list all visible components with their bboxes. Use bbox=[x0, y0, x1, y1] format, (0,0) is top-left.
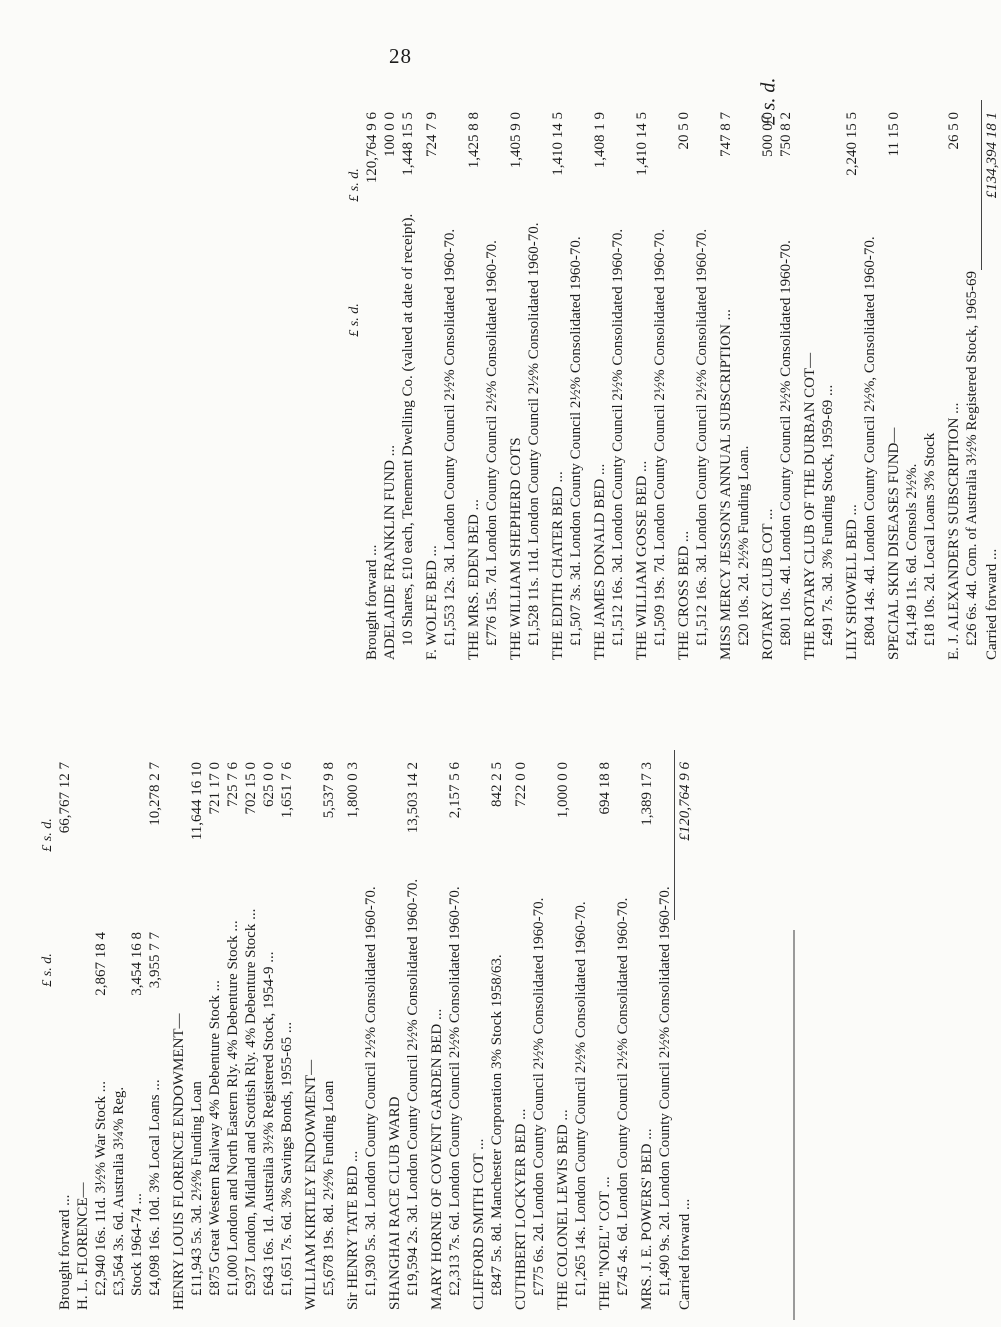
entry-description: £4,098 16s. 10d. 3% Local Loans ... bbox=[146, 1079, 163, 1296]
ledger-row bbox=[488, 750, 506, 1310]
ledger-row bbox=[74, 750, 92, 1310]
entry-description: £1,507 3s. 3d. London County Council 2½% Consolidated 1960-70. bbox=[567, 236, 584, 646]
entry-description: Brought forward ... bbox=[56, 1194, 73, 1310]
entry-description: 10 Shares, £10 each, Tenement Dwelling Co. (valued at date of receipt). bbox=[399, 213, 416, 646]
ledger-row bbox=[843, 100, 861, 660]
page-number: 28 bbox=[389, 44, 412, 68]
ledger-row bbox=[363, 100, 381, 660]
entry-amount-total: 11,644 16 10 bbox=[188, 762, 205, 841]
entry-amount-total: 702 15 0 bbox=[242, 762, 259, 815]
ledger-row bbox=[596, 750, 614, 1310]
entry-amount-total: 1,800 0 3 bbox=[344, 762, 361, 819]
entry-amount-total: 724 7 9 bbox=[423, 112, 440, 157]
entry-description: £801 10s. 4d. London County Council 2½% Consolidated 1960-70. bbox=[777, 240, 794, 646]
entry-description: £775 6s. 2d. London County Council 2½% Consolidated 1960-70. bbox=[530, 897, 547, 1296]
entry-description: THE "NOEL" COT ... bbox=[596, 1176, 613, 1310]
entry-description: MISS MERCY JESSON'S ANNUAL SUBSCRIPTION ... bbox=[717, 309, 734, 660]
entry-description: THE COLONEL LEWIS BED ... bbox=[554, 1109, 571, 1310]
ledger-row bbox=[381, 100, 399, 660]
entry-description: £3,564 3s. 6d. Australia 3¼% Reg. bbox=[110, 1086, 127, 1296]
entry-description: CLIFFORD SMITH COT ... bbox=[470, 1138, 487, 1310]
entry-description: THE MRS. EDEN BED ... bbox=[465, 499, 482, 660]
entry-description: SHANGHAI RACE CLUB WARD bbox=[386, 1096, 403, 1310]
ledger-row bbox=[128, 750, 146, 1310]
ledger-row bbox=[777, 100, 795, 660]
entry-description: £643 16s. 1d. Australia 3½% Registered Stock, 1954-9 ... bbox=[260, 951, 277, 1296]
entry-description: £1,000 London and North Eastern Rly. 4% Debenture Stock ... bbox=[224, 920, 241, 1296]
entry-amount-total: 2,157 5 6 bbox=[446, 762, 463, 819]
entry-amount-total: 1,448 15 5 bbox=[399, 112, 416, 176]
ledger-row bbox=[549, 100, 567, 660]
ledger-row bbox=[638, 750, 656, 1310]
ledger-row bbox=[963, 100, 981, 660]
carried-forward-row bbox=[674, 750, 694, 1310]
entry-description: £937 London, Midland and Scottish Rly. 4% Debenture Stock ... bbox=[242, 908, 259, 1296]
entry-amount-total: 842 2 5 bbox=[488, 762, 505, 807]
entry-amount-total: 1,000 0 0 bbox=[554, 762, 571, 819]
entry-amount-total: 1,405 9 0 bbox=[507, 112, 524, 169]
entry-description: £776 15s. 7d. London County Council 2½% Consolidated 1960-70. bbox=[483, 240, 500, 646]
entry-description: £2,313 7s. 6d. London County Council 2½% Consolidated 1960-70. bbox=[446, 886, 463, 1296]
entry-description: £18 10s. 2d. Local Loans 3% Stock bbox=[921, 432, 938, 646]
entry-description: THE JAMES DONALD BED ... bbox=[591, 463, 608, 660]
entry-description: £20 10s. 2d. 2½% Funding Loan. bbox=[735, 445, 752, 646]
entry-description: CUTHBERT LOCKYER BED ... bbox=[512, 1108, 529, 1310]
ledger-row bbox=[260, 750, 278, 1310]
entry-amount-inner: 3,955 7 7 bbox=[146, 932, 163, 989]
entry-amount-total: £120,764 9 6 bbox=[674, 750, 694, 920]
entry-amount-total: 500 0 0 bbox=[759, 112, 776, 157]
ledger-rows bbox=[56, 750, 694, 1310]
ledger-row bbox=[921, 100, 939, 660]
margin-rule bbox=[793, 930, 795, 1320]
entry-amount-total: 66,767 12 7 bbox=[56, 762, 73, 834]
entry-description: F. WOLFE BED ... bbox=[423, 545, 440, 660]
entry-amount-total: 694 18 8 bbox=[596, 762, 613, 815]
entry-amount-total: 2,240 15 5 bbox=[843, 112, 860, 176]
entry-amount-total: 20 5 0 bbox=[675, 112, 692, 150]
entry-description: £2,940 16s. 11d. 3½% War Stock ... bbox=[92, 1080, 109, 1296]
entry-amount-total: 13,503 14 2 bbox=[404, 762, 421, 834]
currency-header-a: £ s. d. bbox=[39, 953, 55, 987]
entry-description: Sir HENRY TATE BED ... bbox=[344, 1150, 361, 1310]
ledger-row bbox=[512, 750, 530, 1310]
ledger-row bbox=[525, 100, 543, 660]
entry-description: MRS. J. E. POWERS' BED ... bbox=[638, 1128, 655, 1310]
entry-amount-total: 1,410 14 5 bbox=[549, 112, 566, 176]
ledger-row bbox=[188, 750, 206, 1310]
entry-amount-inner: 3,454 16 8 bbox=[128, 932, 145, 996]
entry-description: £1,490 9s. 2d. London County Council 2½% Consolidated 1960-70. bbox=[656, 886, 673, 1296]
ledger-row bbox=[110, 750, 128, 1310]
ledger-row bbox=[554, 750, 572, 1310]
entry-amount-total: 10,278 2 7 bbox=[146, 762, 163, 826]
entry-amount-total: 1,410 14 5 bbox=[633, 112, 650, 176]
entry-description: SPECIAL SKIN DISEASES FUND— bbox=[885, 427, 902, 660]
entry-description: ROTARY CLUB COT ... bbox=[759, 508, 776, 660]
entry-description: £1,930 5s. 3d. London County Council 2½% Consolidated 1960-70. bbox=[362, 886, 379, 1296]
ledger-row bbox=[423, 100, 441, 660]
ledger-row bbox=[591, 100, 609, 660]
entry-amount-total: 625 0 0 bbox=[260, 762, 277, 807]
entry-description: THE WILLIAM GOSSE BED ... bbox=[633, 460, 650, 660]
ledger-row bbox=[483, 100, 501, 660]
ledger-row bbox=[362, 750, 380, 1310]
entry-description: E. J. ALEXANDER'S SUBSCRIPTION ... bbox=[945, 402, 962, 660]
ledger-row bbox=[675, 100, 693, 660]
ledger-row bbox=[278, 750, 296, 1310]
currency-header bbox=[28, 750, 56, 1310]
entry-description: £26 6s. 4d. Com. of Australia 3½% Registered Stock, 1965-69 bbox=[963, 271, 980, 646]
ledger-row bbox=[470, 750, 488, 1310]
ledger-row bbox=[399, 100, 417, 660]
ledger-row bbox=[428, 750, 446, 1310]
ledger-row bbox=[170, 750, 188, 1310]
entry-description: £11,943 5s. 3d. 2½% Funding Loan bbox=[188, 1081, 205, 1296]
entry-amount-total: 11 15 0 bbox=[885, 112, 902, 157]
entry-description: Carried forward ... bbox=[677, 1198, 693, 1310]
ledger-row bbox=[861, 100, 879, 660]
entry-description: £1,528 11s. 11d. London County Council 2½% Consolidated 1960-70. bbox=[525, 222, 542, 646]
entry-amount-inner: 2,867 18 4 bbox=[92, 932, 109, 996]
entry-amount-total: 1,651 7 6 bbox=[278, 762, 295, 819]
entry-amount-total: 750 8 2 bbox=[777, 112, 794, 157]
entry-description: LILY SHOWELL BED ... bbox=[843, 504, 860, 660]
entry-description: £875 Great Western Railway 4% Debenture Stock ... bbox=[206, 980, 223, 1296]
currency-header bbox=[335, 100, 363, 660]
entry-amount-total: 1,425 8 8 bbox=[465, 112, 482, 169]
ledger-row bbox=[819, 100, 837, 660]
entry-description: £19,594 2s. 3d. London County Council 2½% Consolidated 1960-70. bbox=[404, 878, 421, 1296]
ledger-row bbox=[614, 750, 632, 1310]
ledger-row bbox=[224, 750, 242, 1310]
entry-amount-total: £134,394 18 1 bbox=[981, 100, 1001, 270]
ledger-rows bbox=[363, 100, 1001, 660]
ledger-row bbox=[206, 750, 224, 1310]
entry-description: THE EDITH CHATER BED ... bbox=[549, 471, 566, 660]
ledger-row bbox=[651, 100, 669, 660]
entry-description: Carried forward ... bbox=[984, 548, 1000, 660]
ledger-row bbox=[717, 100, 735, 660]
ledger-row bbox=[735, 100, 753, 660]
entry-description: H. L. FLORENCE— bbox=[74, 1182, 91, 1310]
ledger-row bbox=[56, 750, 74, 1310]
corner-currency-mark: £ s. d. bbox=[757, 77, 780, 126]
entry-description: £1,509 19s. 7d. London County Council 2½% Consolidated 1960-70. bbox=[651, 228, 668, 646]
ledger-row bbox=[693, 100, 711, 660]
entry-description: £1,265 14s. London County Council 2½% Consolidated 1960-70. bbox=[572, 901, 589, 1296]
ledger-row bbox=[801, 100, 819, 660]
ledger-row bbox=[609, 100, 627, 660]
ledger-row bbox=[242, 750, 260, 1310]
ledger-row bbox=[386, 750, 404, 1310]
entry-description: £4,149 11s. 6d. Consols 2½%. bbox=[903, 463, 920, 646]
entry-description: Brought forward ... bbox=[363, 544, 380, 660]
entry-amount-total: 26 5 0 bbox=[945, 112, 962, 150]
entry-description: MARY HORNE OF COVENT GARDEN BED ... bbox=[428, 1008, 445, 1310]
ledger-column-left bbox=[28, 750, 693, 1310]
entry-amount-total: 747 8 7 bbox=[717, 112, 734, 157]
ledger-row bbox=[404, 750, 422, 1310]
entry-amount-total: 725 7 6 bbox=[224, 762, 241, 807]
ledger-row bbox=[885, 100, 903, 660]
ledger-row bbox=[656, 750, 674, 1310]
ledger-row bbox=[441, 100, 459, 660]
ledger-row bbox=[759, 100, 777, 660]
entry-description: THE CROSS BED ... bbox=[675, 530, 692, 660]
entry-description: HENRY LOUIS FLORENCE ENDOWMENT— bbox=[170, 1013, 187, 1310]
ledger-row bbox=[302, 750, 320, 1310]
entry-description: £745 4s. 6d. London County Council 2½% Consolidated 1960-70. bbox=[614, 897, 631, 1296]
entry-description: THE ROTARY CLUB OF THE DURBAN COT— bbox=[801, 352, 818, 660]
entry-description: £1,512 16s. 3d. London County Council 2½% Consolidated 1960-70. bbox=[609, 228, 626, 646]
entry-description: £804 14s. 4d. London County Council 2½%, Consolidated 1960-70. bbox=[861, 236, 878, 646]
entry-amount-total: 120,764 9 6 bbox=[363, 112, 380, 184]
entry-amount-total: 1,389 17 3 bbox=[638, 762, 655, 826]
entry-description: £1,553 12s. 3d. London County Council 2½% Consolidated 1960-70. bbox=[441, 228, 458, 646]
currency-header-b: £ s. d. bbox=[39, 818, 55, 852]
entry-description: WILLIAM KIRTLEY ENDOWMENT— bbox=[302, 1059, 319, 1310]
entry-description: THE WILLIAM SHEPHERD COTS bbox=[507, 437, 524, 660]
entry-description: ADELAIDE FRANKLIN FUND ... bbox=[381, 445, 398, 660]
ledger-row bbox=[567, 100, 585, 660]
entry-description: £5,678 19s. 8d. 2½% Funding Loan bbox=[320, 1080, 337, 1296]
ledger-row bbox=[507, 100, 525, 660]
entry-amount-total: 722 0 0 bbox=[512, 762, 529, 807]
entry-description: £847 5s. 8d. Manchester Corporation 3% Stock 1958/63. bbox=[488, 954, 505, 1296]
entry-description: £1,651 7s. 6d. 3% Savings Bonds, 1955-65 ... bbox=[278, 1021, 295, 1296]
ledger-row bbox=[146, 750, 164, 1310]
carried-forward-row bbox=[981, 100, 1001, 660]
entry-amount-total: 100 0 0 bbox=[381, 112, 398, 157]
ledger-row bbox=[945, 100, 963, 660]
entry-amount-total: 5,537 9 8 bbox=[320, 762, 337, 819]
ledger-row bbox=[446, 750, 464, 1310]
currency-header-a: £ s. d. bbox=[346, 303, 362, 337]
ledger-column-right bbox=[335, 100, 1000, 660]
entry-description: Stock 1964-74 ... bbox=[128, 1193, 145, 1296]
entry-amount-total: 721 17 0 bbox=[206, 762, 223, 815]
currency-header-b: £ s. d. bbox=[346, 168, 362, 202]
ledger-row bbox=[572, 750, 590, 1310]
entry-amount-total: 1,408 1 9 bbox=[591, 112, 608, 169]
ledger-row bbox=[633, 100, 651, 660]
ledger-row bbox=[465, 100, 483, 660]
ledger-row bbox=[903, 100, 921, 660]
ledger-row bbox=[344, 750, 362, 1310]
entry-description: £491 7s. 3d. 3% Funding Stock, 1959-69 ... bbox=[819, 384, 836, 646]
ledger-row bbox=[530, 750, 548, 1310]
ledger-row bbox=[320, 750, 338, 1310]
entry-description: £1,512 16s. 3d. London County Council 2½% Consolidated 1960-70. bbox=[693, 228, 710, 646]
ledger-row bbox=[92, 750, 110, 1310]
